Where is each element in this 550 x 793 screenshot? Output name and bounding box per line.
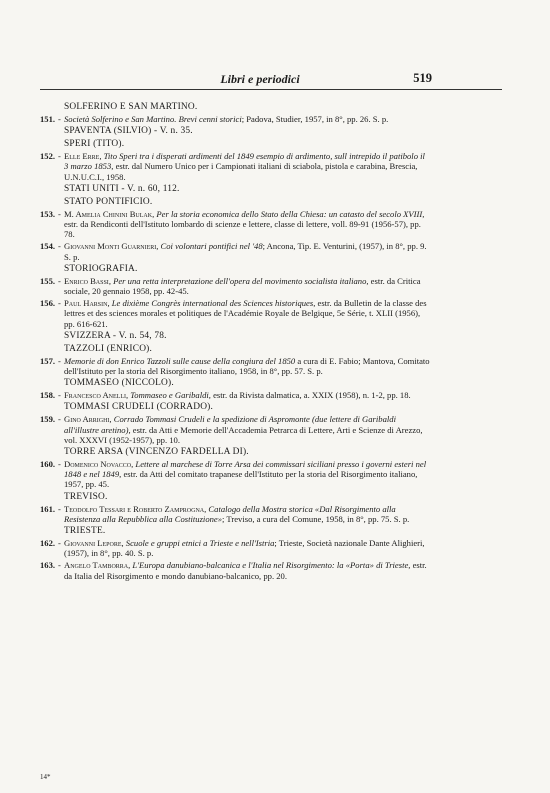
entry-dash: - [58, 503, 61, 514]
section-heading: SPERI (TITO). [64, 139, 125, 150]
entry-text [64, 459, 430, 490]
section-heading: STATO PONTIFICIO. [64, 196, 153, 207]
entry-details: , [126, 390, 131, 401]
entry-title: Società Solferino e San Martino. Brevi cenni storici [64, 114, 242, 124]
signature-mark: 14* [40, 773, 51, 781]
entry-dash: - [58, 208, 61, 219]
entry-dash: - [58, 414, 61, 425]
entry-author: Angelo Tamborra [64, 560, 129, 571]
header-rule [40, 89, 502, 90]
entry-text [64, 390, 430, 400]
entry-details: , [109, 414, 114, 425]
section-heading: TOMMASEO (NICCOLO). [64, 378, 174, 389]
page-number: 519 [413, 71, 432, 85]
entry-number: 155. [40, 275, 56, 286]
bibliography-entry [40, 390, 430, 400]
entry-author: Elle Erre [64, 151, 100, 162]
entry-author: Giovanni Lepore [64, 538, 122, 549]
section-heading: TAZZOLI (ENRICO). [64, 343, 153, 354]
bibliography-entry [40, 298, 430, 329]
bibliography-entry [40, 356, 430, 376]
entry-number: 153. [40, 208, 56, 219]
entry-text [64, 209, 430, 240]
entry-title: Catalogo della Mostra storica «Dal Risorgimento alla Resistenza alla Repubblica alla Costituzione» [64, 503, 396, 524]
entry-details: , [156, 241, 161, 252]
entry-title: Lettere al marchese di Torre Arsa dei commissari siciliani presso i governi esteri nel 1848 e nel 1849 [64, 459, 427, 480]
entry-dash: - [58, 298, 61, 309]
entry-details: , estr. da Italia del Risorgimento e mondo danubiano-balcanico, pp. 20. [64, 560, 427, 581]
section-heading: TREVISO. [64, 491, 108, 502]
bibliography-list [40, 100, 430, 583]
entry-dash: - [58, 275, 61, 286]
entry-details: , estr. da Critica sociale, 20 gennaio 1958, pp. 42-45. [64, 275, 421, 297]
entry-dash: - [58, 241, 61, 252]
entry-details: , estr. da Rendiconti dell'Istituto lombardo di scienze e lettere, classe di lettere, voll. 89-91 (1956-57), pp. 78. [64, 208, 425, 240]
entry-details: , [108, 275, 114, 286]
bibliography-entry [40, 459, 430, 490]
entry-author: Paul Harsin [64, 298, 108, 309]
entry-title: Coi volontari pontifici nel '48 [160, 241, 263, 252]
entry-text [64, 151, 430, 182]
section-heading: SOLFERINO E SAN MARTINO. [64, 102, 198, 112]
bibliography-entry [40, 504, 430, 524]
entry-author: Gino Arrighi [64, 414, 110, 425]
section-heading: STATI UNITI - V. n. 60, 112. [64, 183, 180, 194]
entry-details: ; Padova, Studier, 1957, in 8°, pp. 26. S. p. [241, 114, 389, 124]
entry-text [64, 356, 430, 376]
section-heading: TORRE ARSA (VINCENZO FARDELLA DI). [64, 447, 249, 458]
bibliography-entry [40, 560, 430, 580]
entry-title: Tommaseo e Garibaldi [130, 390, 209, 401]
entry-details: , [128, 560, 133, 571]
entry-details: a cura di E. Fabio; Mantova, Comitato dell'Istituto per la storia del Risorgimento italiano, 1958, in 8°, pp. 57. S. p. [64, 355, 430, 377]
bibliography-entry [40, 414, 430, 445]
entry-dash: - [58, 459, 61, 470]
entry-details: ; Ancona, Tip. E. Venturini, (1957), in 8°, pp. 9. S. p. [64, 241, 427, 262]
entry-details: , [152, 208, 157, 219]
entry-text [64, 114, 430, 124]
entry-title: Per la storia economica dello Stato della Chiesa: un catasto del secolo XVIII [156, 208, 423, 219]
entry-dash: - [58, 355, 61, 366]
entry-number: 157. [40, 355, 56, 366]
bibliography-entry [40, 151, 430, 182]
entry-number: 162. [40, 538, 56, 549]
entry-author: Domenico Novacco [64, 459, 132, 470]
entry-details: , [107, 298, 112, 309]
entry-details: , [121, 538, 126, 549]
entry-author: M. Amelia Chinini Bulak [64, 208, 153, 219]
entry-text [64, 504, 430, 524]
entry-text [64, 538, 430, 558]
entry-author: Giovanni Monti Guarnieri [64, 241, 157, 252]
entry-dash: - [58, 151, 61, 162]
section-heading: STORIOGRAFIA. [64, 263, 138, 274]
entry-number: 160. [40, 459, 56, 470]
entry-details: , estr. da Bulletin de la classe des lettres et des sciences morales et politiques de l'Académie Royale de Belgique, 5e Série, t. XLII (1956), pp. 616-621. [64, 298, 427, 329]
section-heading: SPAVENTA (SILVIO) - V. n. 35. [64, 126, 193, 137]
entry-title: Scuole e gruppi etnici a Trieste e nell'Istria [125, 538, 275, 549]
entry-details: ; Treviso, a cura del Comune, 1958, in 8°, pp. 75. S. p. [222, 513, 410, 524]
entry-number: 163. [40, 560, 56, 571]
entry-details: , estr. da Atti del comitato trapanese dell'Istituto per la storia del Risorgimento italiano, 1957, pp. 45. [64, 469, 418, 490]
bibliography-entry [40, 241, 430, 261]
entry-details: , estr. dal Numero Unico per i Campionati italiani di sciabola, pistola e carabina, Brescia, U.N.U.C.I., 1958. [64, 161, 418, 182]
bibliography-entry [40, 538, 430, 558]
bibliography-entry [40, 209, 430, 240]
section-heading: TRIESTE. [64, 526, 106, 537]
entry-number: 158. [40, 390, 56, 401]
section-heading: TOMMASI CRUDELI (CORRADO). [64, 402, 214, 413]
entry-number: 151. [40, 114, 56, 124]
bibliography-entry [40, 114, 430, 124]
entry-title: L'Europa danubiano-balcanica e l'Italia nel Risorgimento: la «Porta» di Trieste [132, 560, 409, 571]
entry-details: , [204, 503, 209, 514]
entry-dash: - [58, 114, 61, 124]
entry-author: Enrico Bassi [64, 275, 109, 286]
entry-number: 154. [40, 241, 56, 252]
entry-details: , [99, 151, 104, 162]
entry-number: 156. [40, 298, 56, 309]
entry-text [64, 414, 430, 445]
entry-text [64, 241, 430, 261]
entry-details: , [131, 459, 136, 470]
entry-number: 161. [40, 503, 56, 514]
entry-details: , estr. da Rivista dalmatica, a. XXIX (1958), n. 1-2, pp. 18. [208, 390, 411, 401]
entry-details: , estr. da Atti e Memorie dell'Accademia Petrarca di Lettere, Arti e Scienze di Arezzo, vol. XXXVI (1952-1957), pp. 10. [64, 424, 423, 445]
entry-author: Francesco Anelli [64, 390, 126, 401]
entry-dash: - [58, 560, 61, 571]
entry-text [64, 298, 430, 329]
entry-title: Tito Speri tra i disperati ardimenti del 1849 esempio di ardimento, sull intrepido il patibolo il 3 marzo 1853 [64, 151, 425, 172]
entry-details: ; Trieste, Società nazionale Dante Alighieri, (1957), in 8°, pp. 40. S. p. [64, 538, 425, 559]
bibliography-entry [40, 276, 430, 296]
entry-title: Per una retta interpretazione dell'opera del movimento socialista italiano [113, 275, 367, 286]
entry-title: Memorie di don Enrico Tazzoli sulle cause della congiura del 1850 [64, 355, 296, 366]
running-title: Libri e periodici [220, 72, 300, 86]
entry-author: Teodolfo Tessari e Roberto Zamprogna [64, 503, 205, 514]
entry-number: 159. [40, 414, 56, 425]
entry-number: 152. [40, 151, 56, 162]
entry-title: Corrado Tommasi Crudeli e la spedizione di Aspromonte (due lettere di Garibaldi all'illustre aretino) [64, 414, 396, 435]
entry-dash: - [58, 390, 61, 401]
entry-text [64, 276, 430, 296]
entry-text [64, 560, 430, 580]
entry-dash: - [58, 538, 61, 549]
entry-title: Le dixième Congrès international des Sciences historiques [111, 298, 314, 309]
section-heading: SVIZZERA - V. n. 54, 78. [64, 330, 167, 341]
